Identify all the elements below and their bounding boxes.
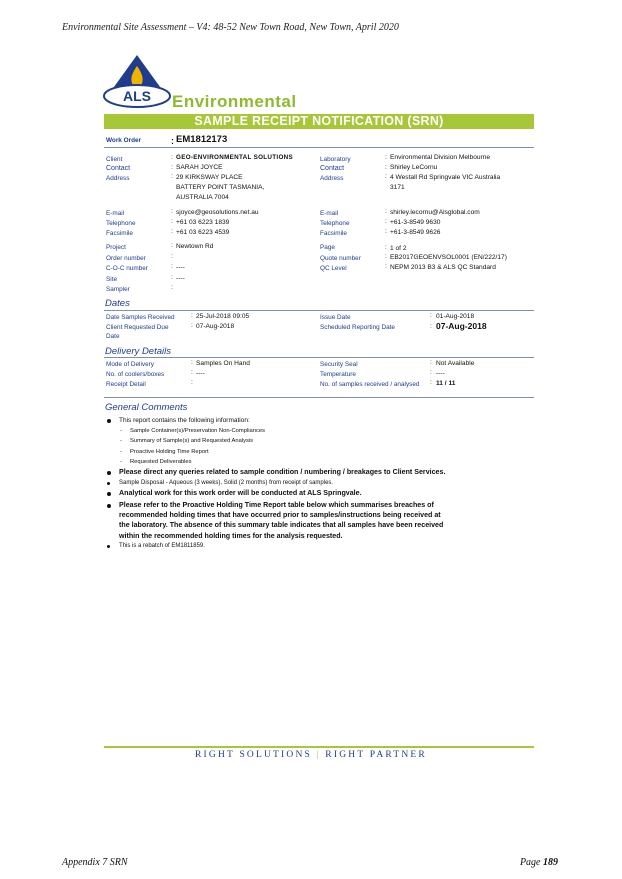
seal-label: Security Seal xyxy=(320,361,358,368)
email-label: E-mail xyxy=(106,210,125,217)
lab-address-label: Address xyxy=(320,175,344,182)
temperature-label: Temperature xyxy=(320,371,356,378)
issue-value: 01-Aug-2018 xyxy=(436,313,475,320)
comment-item: Analytical work for this work order will be conducted at ALS Springvale. xyxy=(119,489,362,497)
bullet-icon xyxy=(107,419,111,423)
facsimile-label: Facsimile xyxy=(106,230,133,237)
laboratory-value: Environmental Division Melbourne xyxy=(390,154,491,161)
address-line: AUSTRALIA 7004 xyxy=(176,194,229,201)
footer-rule xyxy=(104,746,534,748)
scheduled-label: Scheduled Reporting Date xyxy=(320,324,395,331)
requested-label-cont: Date xyxy=(106,333,120,340)
contact-value: SARAH JOYCE xyxy=(176,164,223,171)
comment-item: This is a rebatch of EM1811859. xyxy=(119,543,205,549)
telephone-value: +61 03 6223 1839 xyxy=(176,219,230,226)
sub-item: Requested Deliverables xyxy=(130,459,192,465)
coc-value: ---- xyxy=(176,264,185,271)
coolers-label: No. of coolers/boxes xyxy=(106,371,165,378)
comment-item: recommended holding times that have occurred prior to samples/instructions being received at xyxy=(119,511,441,519)
mode-value: Samples On Hand xyxy=(196,360,250,367)
site-label: Site xyxy=(106,276,118,283)
received-label: Date Samples Received xyxy=(106,314,175,321)
lab-email-value: shirley.lecornu@Alsglobal.com xyxy=(390,209,480,216)
bullet-icon xyxy=(107,545,110,548)
temperature-value: ---- xyxy=(436,370,445,377)
comment-item: Sample Disposal - Aqueous (3 weeks), Solid (2 months) from receipt of samples. xyxy=(119,480,334,486)
sampler-label: Sampler xyxy=(106,286,130,293)
order-number-label: Order number xyxy=(106,255,146,262)
comments-title: General Comments xyxy=(105,402,188,413)
facsimile-value: +61 03 6223 4539 xyxy=(176,229,230,236)
logo-text: ALS xyxy=(123,88,151,104)
email-value: sjoyce@geosolutions.net.au xyxy=(176,209,259,216)
address-line: 29 KIRKSWAY PLACE xyxy=(176,174,243,181)
als-logo-icon xyxy=(102,52,172,110)
page-value: 1 of 2 xyxy=(390,245,407,252)
footer-right xyxy=(520,857,558,868)
dash-icon: - xyxy=(120,438,122,444)
lab-email-label: E-mail xyxy=(320,210,339,217)
divider xyxy=(104,357,534,358)
page-label: Page xyxy=(320,244,335,251)
quote-label: Quote number xyxy=(320,255,361,262)
dates-title: Dates xyxy=(105,298,130,309)
page-header: Environmental Site Assessment – V4: 48-52 New Town Road, New Town, April 2020 xyxy=(62,22,399,33)
requested-value: 07-Aug-2018 xyxy=(196,323,235,330)
comment-item: within the recommended holding times for the analysis requested. xyxy=(119,532,343,540)
client-value: GEO-ENVIRONMENTAL SOLUTIONS xyxy=(176,154,294,161)
samples-value: 11 / 11 xyxy=(436,380,456,387)
sub-item: Sample Container(s)/Preservation Non-Compliances xyxy=(130,428,265,434)
work-order-value: EM1812173 xyxy=(176,134,228,145)
scheduled-value: 07-Aug-2018 xyxy=(436,321,487,331)
dash-icon: - xyxy=(120,449,122,455)
lab-telephone-value: +61-3-8549 9630 xyxy=(390,219,441,226)
delivery-title: Delivery Details xyxy=(105,346,171,357)
laboratory-label: Laboratory xyxy=(320,156,351,163)
lab-address-line: 4 Westall Rd Springvale VIC Australia xyxy=(390,174,501,181)
comment-item: Please refer to the Proactive Holding Time Report table below which summarises breaches of xyxy=(119,501,434,509)
tagline xyxy=(0,750,622,760)
tagline-separator: | xyxy=(316,750,321,760)
bullet-icon xyxy=(107,504,111,508)
receipt-label: Receipt Detail xyxy=(106,381,146,388)
comment-item: This report contains the following information: xyxy=(119,417,250,424)
qc-value: NEPM 2013 B3 & ALS QC Standard xyxy=(390,264,496,271)
project-label: Project xyxy=(106,244,126,251)
comment-item: the laboratory. The absence of this summary table indicates that all samples have been received xyxy=(119,521,444,529)
qc-label: QC Level xyxy=(320,265,347,272)
sub-item: Proactive Holding Time Report xyxy=(130,449,209,455)
banner-title: SAMPLE RECEIPT NOTIFICATION (SRN) xyxy=(104,114,534,129)
mode-label: Mode of Delivery xyxy=(106,361,154,368)
dash-icon: - xyxy=(120,459,122,465)
footer-page-label: Page xyxy=(519,857,541,868)
project-value: Newtown Rd xyxy=(176,243,214,250)
tagline-left: RIGHT SOLUTIONS xyxy=(195,750,313,760)
comment-item: Please direct any queries related to sample condition / numbering / breakages to Client Services. xyxy=(119,468,446,476)
bullet-icon xyxy=(107,492,111,496)
coc-label: C-O-C number xyxy=(106,265,148,272)
lab-facsimile-label: Facsimile xyxy=(320,230,347,237)
dash-icon: - xyxy=(120,428,122,434)
coolers-value: ---- xyxy=(196,370,205,377)
brand-name: Environmental xyxy=(172,92,297,111)
work-order-label: Work Order xyxy=(106,137,142,144)
address-line: BATTERY POINT TASMANIA, xyxy=(176,184,265,191)
lab-telephone-label: Telephone xyxy=(320,220,350,227)
lab-facsimile-value: +61-3-8549 9626 xyxy=(390,229,441,236)
seal-value: Not Available xyxy=(436,360,475,367)
lab-address-line: 3171 xyxy=(390,184,405,191)
samples-label: No. of samples received / analysed xyxy=(320,381,420,388)
address-label: Address xyxy=(106,175,130,182)
divider xyxy=(104,397,534,398)
quote-value: EB2017GEOENVSOL0001 (EN/222/17) xyxy=(390,254,507,261)
footer-left: Appendix 7 SRN xyxy=(62,857,128,868)
bullet-icon xyxy=(107,482,110,485)
divider xyxy=(104,310,534,311)
contact-label: Contact xyxy=(106,165,131,172)
lab-contact-label: Contact xyxy=(320,165,345,172)
tagline-right: RIGHT PARTNER xyxy=(325,750,427,760)
site-value: ---- xyxy=(176,275,185,282)
requested-label: Client Requested Due xyxy=(106,324,169,331)
received-value: 25-Jul-2018 09:05 xyxy=(196,313,250,320)
sub-item: Summary of Sample(s) and Requested Analysis xyxy=(130,438,254,444)
bullet-icon xyxy=(107,471,111,475)
issue-label: Issue Date xyxy=(320,314,351,321)
lab-contact-value: Shirley LeCornu xyxy=(390,164,438,171)
client-label: Client xyxy=(106,156,123,163)
telephone-label: Telephone xyxy=(106,220,136,227)
divider xyxy=(104,147,534,148)
footer-page-number: 189 xyxy=(543,857,558,868)
